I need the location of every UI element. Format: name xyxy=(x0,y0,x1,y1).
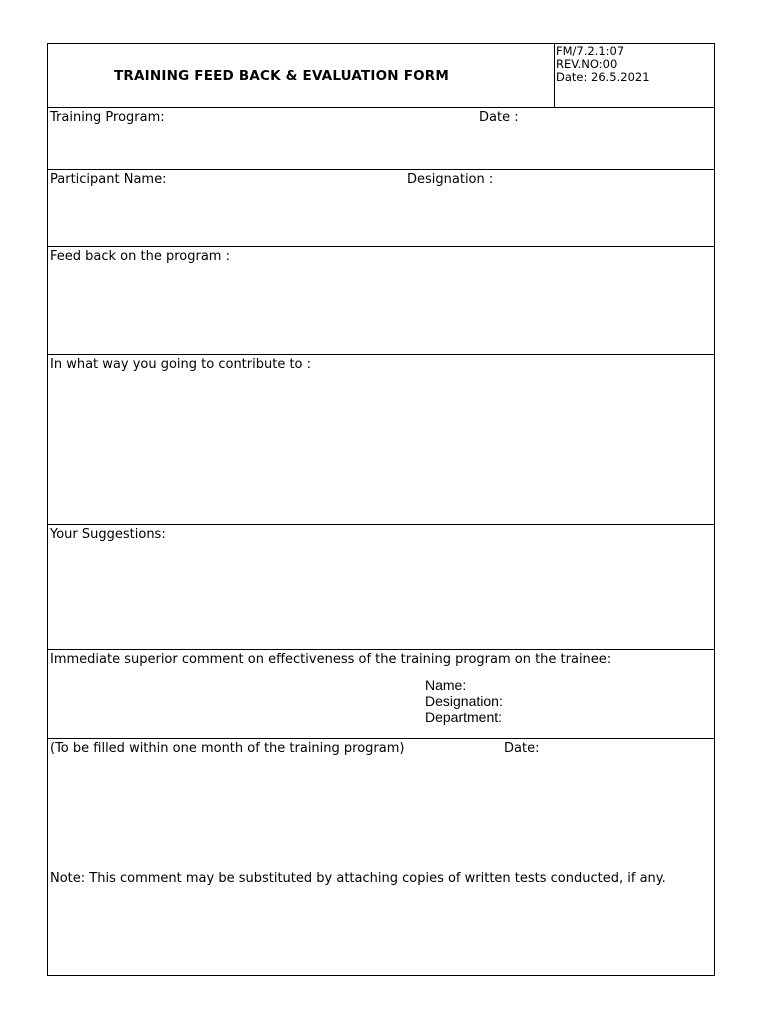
contribute-row xyxy=(48,355,714,525)
superior-comment-row xyxy=(48,650,714,739)
superior-designation-label: Designation: xyxy=(425,693,503,709)
revision-number: REV.NO:00 xyxy=(556,57,618,71)
superior-department-label: Department: xyxy=(425,709,503,725)
form-title: TRAINING FEED BACK & EVALUATION FORM xyxy=(114,68,450,84)
suggestions-label: Your Suggestions: xyxy=(50,527,166,542)
training-date-label: Date : xyxy=(479,110,519,125)
superior-name-label: Name: xyxy=(425,677,467,693)
note-text: Note: This comment may be substituted by attaching copies of written tests conducted, if any. xyxy=(50,871,666,886)
document-control-box xyxy=(554,44,714,107)
training-program-row xyxy=(48,108,714,170)
fill-date-label: Date: xyxy=(504,741,540,756)
document-date: Date: 26.5.2021 xyxy=(556,70,650,84)
superior-comment-label: Immediate superior comment on effectiveness of the training program on the trainee: xyxy=(50,652,612,667)
follow-up-row xyxy=(48,739,714,975)
feedback-row xyxy=(48,247,714,355)
fill-within-label: (To be filled within one month of the training program) xyxy=(50,741,405,756)
feedback-label: Feed back on the program : xyxy=(50,249,230,264)
participant-name-label: Participant Name: xyxy=(50,172,167,187)
document-number: FM/7.2.1:07 xyxy=(556,44,625,58)
training-program-label: Training Program: xyxy=(50,110,165,125)
suggestions-row xyxy=(48,525,714,650)
participant-row xyxy=(48,170,714,247)
designation-label: Designation : xyxy=(407,172,494,187)
contribute-label: In what way you going to contribute to : xyxy=(50,357,312,372)
feedback-evaluation-form xyxy=(47,43,715,976)
form-header xyxy=(48,44,714,108)
